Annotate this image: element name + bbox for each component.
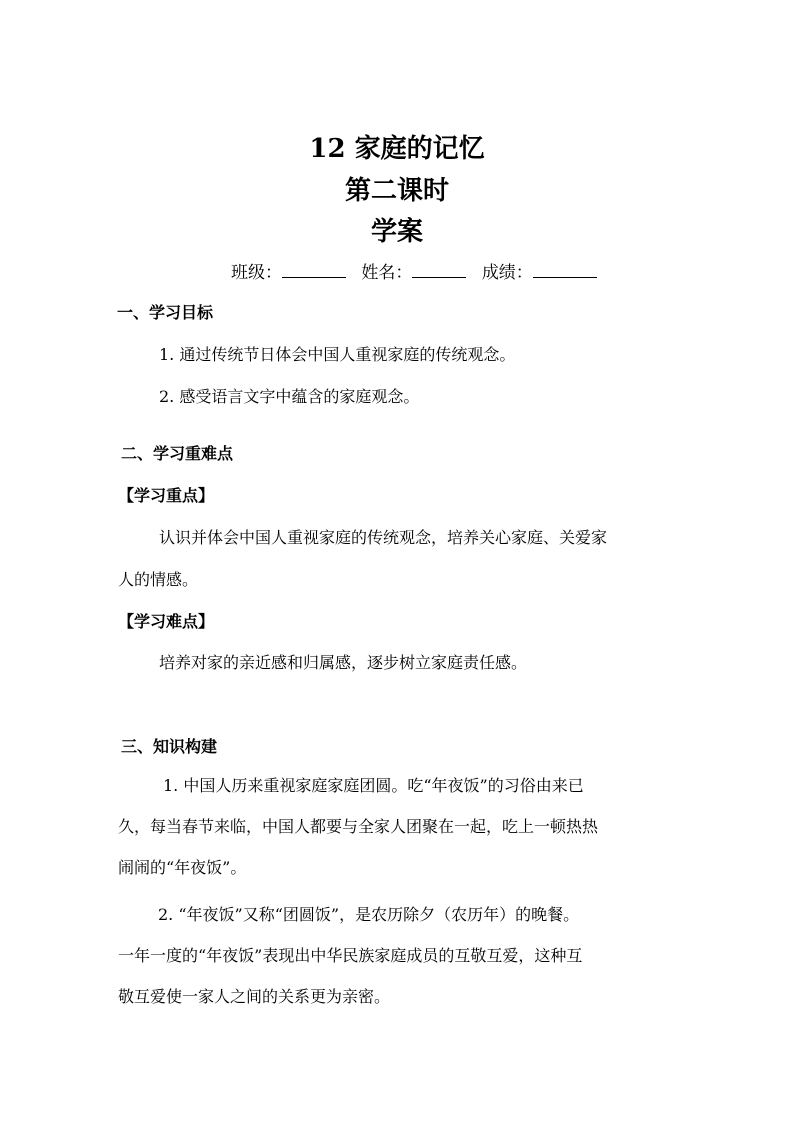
difficulty-label: 【学习难点】 — [118, 612, 215, 631]
key-point-line-1: 认识并体会中国人重视家庭的传统观念，培养关心家庭、关爱家 — [159, 528, 608, 547]
difficulty-text: 培养对家的亲近感和归属感，逐步树立家庭责任感。 — [159, 653, 528, 672]
knowledge-para1-line3: 闹闹的“年夜饭”。 — [118, 858, 247, 877]
knowledge-para2-line3: 敬互爱使一家人之间的关系更为亲密。 — [118, 987, 391, 1006]
goal-item-1: 1. 通过传统节日体会中国人重视家庭的传统观念。 — [159, 345, 516, 364]
score-blank[interactable] — [533, 276, 597, 278]
knowledge-para2-line1: 2. “年夜饭”又称“团圆饭”，是农历除夕（农历年）的晚餐。 — [158, 905, 580, 924]
knowledge-para1-line1: 1. 中国人历来重视家庭家庭团圆。吃“年夜饭”的习俗由来已 — [163, 776, 584, 795]
lesson-subtitle: 第二课时 — [344, 176, 449, 206]
key-point-line-2: 人的情感。 — [118, 570, 199, 589]
section-heading-goals: 一、学习目标 — [117, 303, 214, 322]
knowledge-para2-line2: 一年一度的“年夜饭”表现出中华民族家庭成员的互敬互爱，这种互 — [118, 946, 583, 965]
knowledge-para1-line2: 久，每当春节来临，中国人都要与全家人团聚在一起，吃上一顿热热 — [118, 817, 599, 836]
score-label: 成绩： — [481, 263, 533, 283]
class-label: 班级： — [231, 263, 282, 283]
name-label: 姓名： — [361, 263, 413, 283]
goal-item-2: 2. 感受语言文字中蕴含的家庭观念。 — [159, 387, 420, 406]
section-heading-key-points: 二、学习重难点 — [121, 444, 234, 463]
document-type-title: 学案 — [370, 217, 423, 247]
class-blank[interactable] — [282, 276, 346, 278]
name-blank[interactable] — [412, 276, 466, 278]
section-heading-knowledge: 三、知识构建 — [121, 737, 218, 756]
student-info-row — [231, 258, 597, 283]
lesson-title: 12 家庭的记忆 — [309, 134, 485, 164]
key-point-label: 【学习重点】 — [118, 486, 215, 505]
